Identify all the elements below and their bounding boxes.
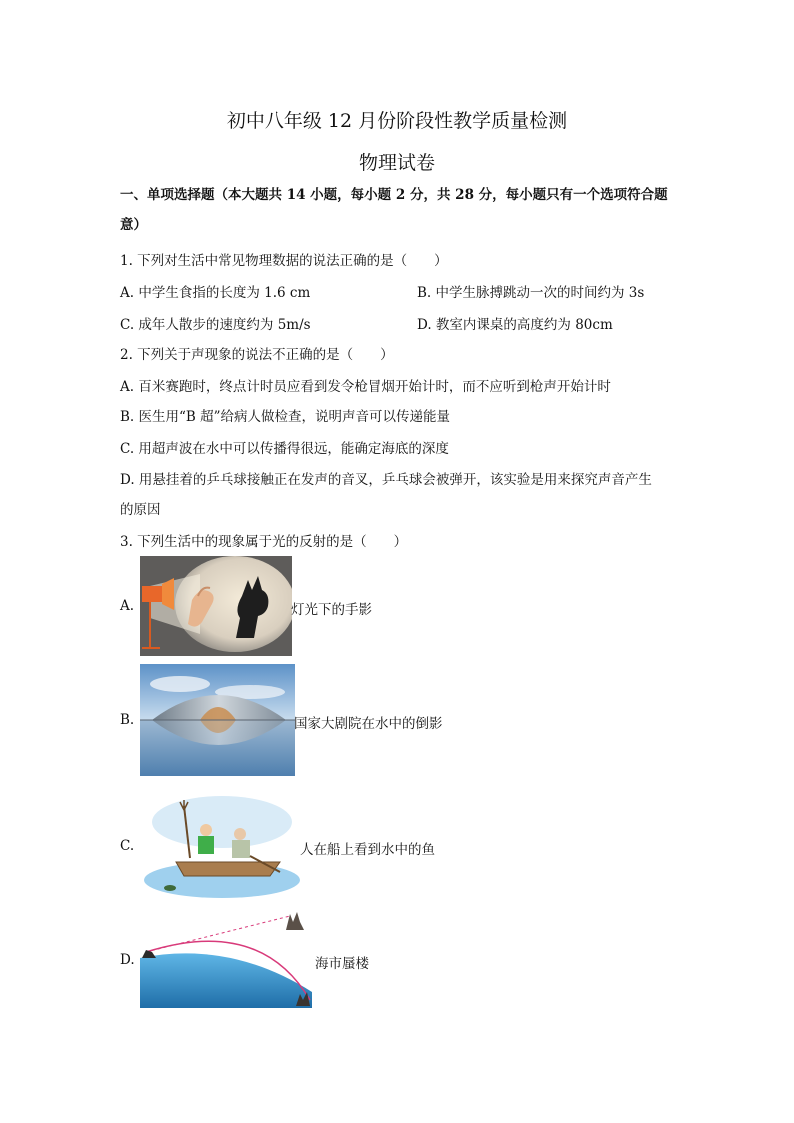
q3-option-b-label: B.	[120, 712, 135, 728]
q3-option-c-label: C.	[120, 838, 135, 854]
grand-theatre-image	[140, 664, 295, 776]
q2-option-b: B. 医生用“B 超”给病人做检查，说明声音可以传递能量	[120, 409, 451, 425]
exam-title: 初中八年级 12 月份阶段性教学质量检测	[226, 110, 568, 132]
q1-stem: 1. 下列对生活中常见物理数据的说法正确的是（ ）	[120, 253, 448, 269]
mirage-image	[140, 906, 312, 1008]
section-heading-line1: 一、单项选择题（本大题共 14 小题，每小题 2 分，共 28 分，每小题只有一个选项符合题	[120, 187, 668, 203]
q3-option-d-label: D.	[120, 952, 135, 968]
section-heading-line2: 意）	[120, 217, 147, 233]
q1-option-c: C. 成年人散步的速度约为 5m/s	[120, 317, 311, 333]
q3-option-d-caption: 海市蜃楼	[315, 956, 369, 972]
q2-stem: 2. 下列关于声现象的说法不正确的是（ ）	[120, 347, 394, 363]
q1-option-a: A. 中学生食指的长度为 1.6 cm	[120, 285, 311, 301]
q2-option-c: C. 用超声波在水中可以传播得很远，能确定海底的深度	[120, 441, 449, 457]
q1-option-d: D. 教室内课桌的高度约为 80cm	[417, 317, 613, 333]
q2-option-d-line2: 的原因	[120, 502, 161, 518]
boat-fish-image	[140, 792, 300, 900]
q3-option-a-label: A.	[120, 598, 135, 614]
q2-option-a: A. 百米赛跑时，终点计时员应看到发令枪冒烟开始计时，而不应听到枪声开始计时	[120, 379, 611, 395]
q1-option-b: B. 中学生脉搏跳动一次的时间约为 3s	[417, 285, 645, 301]
hand-shadow-image	[140, 556, 292, 656]
q3-option-c-caption: 人在船上看到水中的鱼	[300, 842, 435, 858]
q3-option-a-caption: 灯光下的手影	[291, 602, 372, 618]
exam-subtitle: 物理试卷	[358, 152, 435, 174]
section-heading	[120, 180, 680, 240]
q3-stem: 3. 下列生活中的现象属于光的反射的是（ ）	[120, 534, 408, 550]
q3-option-b-caption: 国家大剧院在水中的倒影	[294, 716, 443, 732]
q2-option-d-line1: D. 用悬挂着的乒乓球接触正在发声的音叉，乒乓球会被弹开，该实验是用来探究声音产生	[120, 472, 652, 488]
